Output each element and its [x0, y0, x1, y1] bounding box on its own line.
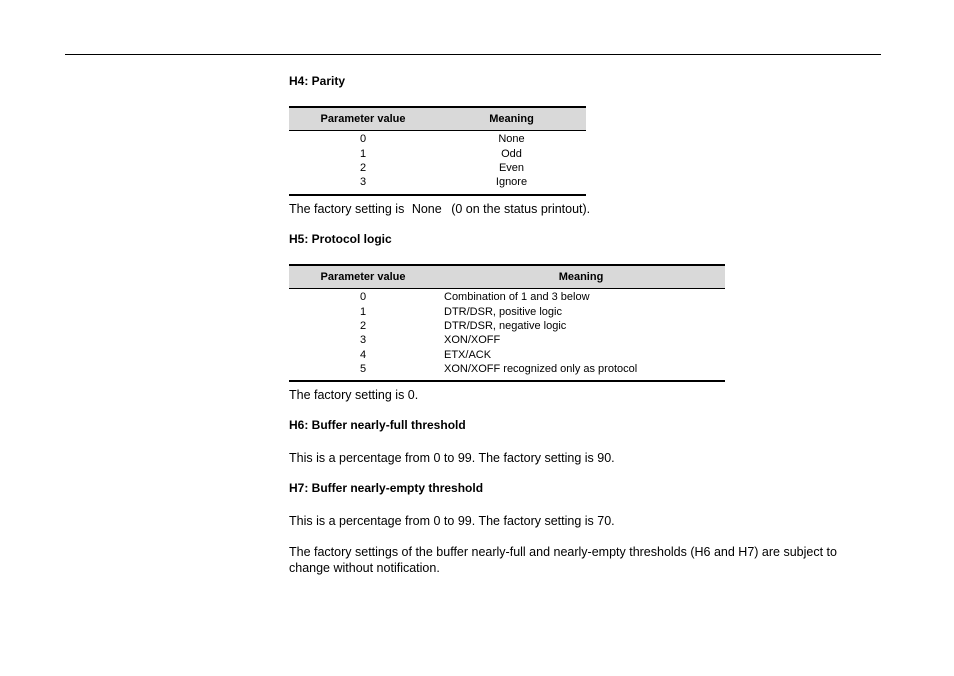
header-rule: [65, 54, 881, 55]
h4-col-value-header: Parameter value: [289, 107, 437, 131]
param-meaning: Odd: [501, 147, 522, 160]
threshold-note: The factory settings of the buffer nearly-full and nearly-empty thresholds (H6 and H7) are subject to change without notification.: [289, 545, 837, 575]
table-row: [289, 304, 725, 318]
param-meaning: Even: [498, 161, 525, 174]
param-meaning: XON/XOFF: [444, 334, 501, 347]
h5-col-value-header: Parameter value: [289, 265, 437, 289]
param-value: 0: [359, 133, 367, 146]
table-row: [289, 319, 725, 333]
table-row: [289, 289, 725, 305]
param-meaning: ETX/ACK: [444, 348, 492, 361]
table-row: [289, 161, 586, 175]
param-value: 2: [359, 319, 367, 332]
table-row: [289, 362, 725, 381]
h5-factory-setting: The factory setting is 0.: [289, 388, 419, 402]
param-value: 0: [359, 291, 367, 304]
table-row: [289, 146, 586, 160]
h4-heading: H4: Parity: [289, 74, 346, 88]
param-meaning: DTR/DSR, negative logic: [444, 319, 567, 332]
h5-heading: H5: Protocol logic: [289, 232, 392, 246]
table-row: [289, 175, 586, 194]
h4-col-meaning-header: Meaning: [437, 107, 586, 131]
h6-description: This is a percentage from 0 to 99. The factory setting is 90.: [289, 451, 615, 465]
param-value: 3: [359, 334, 367, 347]
param-meaning: Ignore: [437, 175, 586, 194]
param-meaning: Combination of 1 and 3 below: [444, 291, 590, 304]
param-value: 2: [359, 161, 367, 174]
h7-heading: H7: Buffer nearly-empty threshold: [289, 481, 484, 495]
h5-protocol-table: [289, 264, 725, 382]
param-value: 1: [359, 305, 367, 318]
h4-parity-table: [289, 106, 586, 196]
param-meaning: XON/XOFF recognized only as protocol: [437, 362, 725, 381]
factory-value: None: [411, 202, 442, 216]
h7-description: This is a percentage from 0 to 99. The factory setting is 70.: [289, 514, 615, 528]
h5-col-meaning-header: Meaning: [437, 265, 725, 289]
table-row: [289, 333, 725, 347]
param-value: 5: [289, 362, 437, 381]
param-value: 4: [359, 348, 367, 361]
factory-prefix: The factory setting is: [289, 202, 405, 216]
table-row: [289, 348, 725, 362]
param-meaning: DTR/DSR, positive logic: [444, 305, 562, 318]
table-row: [289, 131, 586, 147]
factory-suffix: (0 on the status printout).: [451, 202, 591, 216]
h4-factory-setting: [289, 201, 590, 217]
param-value: 3: [289, 175, 437, 194]
h6-heading: H6: Buffer nearly-full threshold: [289, 418, 466, 432]
param-meaning: None: [498, 133, 525, 146]
param-value: 1: [359, 147, 367, 160]
